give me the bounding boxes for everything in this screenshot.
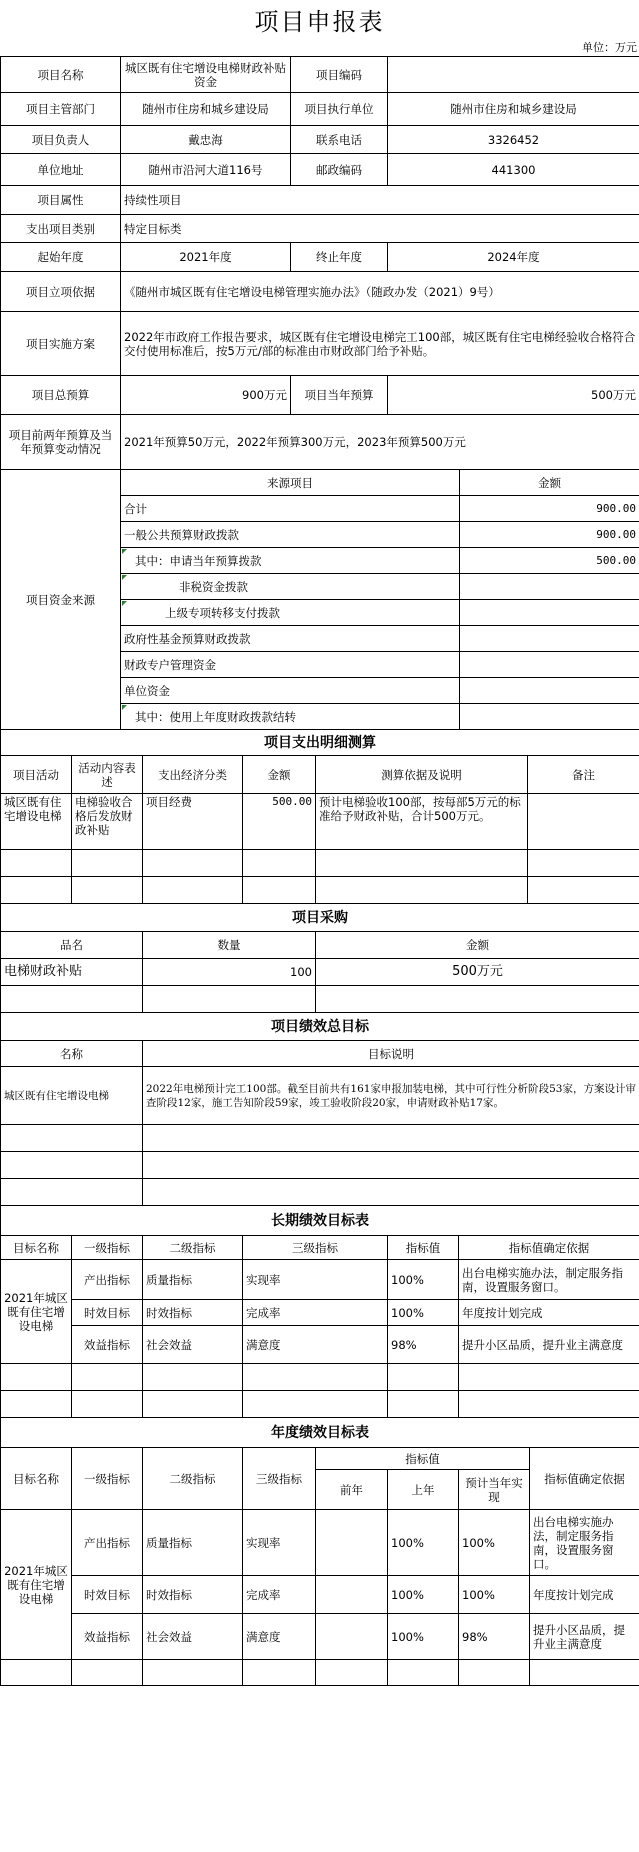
procurement-amount: 500万元 bbox=[316, 959, 639, 986]
detail-table bbox=[0, 729, 639, 904]
value-current-budget: 500万元 bbox=[388, 376, 639, 415]
value-project-name: 城区既有住宅增设电梯财政补贴资金 bbox=[121, 57, 291, 93]
funding-row-amount bbox=[460, 574, 639, 600]
label-project-code: 项目编码 bbox=[291, 57, 388, 93]
value-postcode: 441300 bbox=[388, 154, 639, 186]
longterm-basis: 出台电梯实施办法，制定服务指南，设置服务窗口。 bbox=[459, 1260, 639, 1300]
annual-header: 指标值确定依据 bbox=[530, 1448, 639, 1510]
annual-l3: 满意度 bbox=[243, 1614, 316, 1660]
funding-row-name: 其中：申请当年预算拨款 bbox=[121, 548, 460, 574]
funding-row-name: 单位资金 bbox=[121, 678, 460, 704]
funding-row-name: 政府性基金预算财政拨款 bbox=[121, 626, 460, 652]
value-end-year: 2024年度 bbox=[388, 243, 639, 272]
funding-row-amount bbox=[460, 626, 639, 652]
longterm-header: 指标值 bbox=[388, 1236, 459, 1260]
procurement-item: 电梯财政补贴 bbox=[1, 959, 143, 986]
longterm-l3: 满意度 bbox=[243, 1326, 388, 1364]
annual-y1 bbox=[316, 1614, 388, 1660]
annual-basis: 年度按计划完成 bbox=[530, 1576, 639, 1614]
label-phone: 联系电话 bbox=[291, 126, 388, 154]
value-dept: 随州市住房和城乡建设局 bbox=[121, 93, 291, 126]
page-title: 项目申报表 bbox=[254, 8, 385, 36]
annual-header: 二级指标 bbox=[143, 1448, 243, 1510]
longterm-header: 目标名称 bbox=[1, 1236, 72, 1260]
longterm-l3: 完成率 bbox=[243, 1300, 388, 1326]
annual-basis: 出台电梯实施办法，制定服务指南，设置服务窗口。 bbox=[530, 1510, 639, 1576]
funding-row-name: 财政专户管理资金 bbox=[121, 652, 460, 678]
label-plan: 项目实施方案 bbox=[1, 312, 121, 376]
value-exec: 随州市住房和城乡建设局 bbox=[388, 93, 639, 126]
longterm-l1: 效益指标 bbox=[72, 1326, 143, 1364]
longterm-l1: 时效目标 bbox=[72, 1300, 143, 1326]
longterm-header: 二级指标 bbox=[143, 1236, 243, 1260]
annual-y2: 100% bbox=[388, 1576, 459, 1614]
detail-header: 支出经济分类 bbox=[143, 756, 243, 794]
annual-basis: 提升小区品质，提升业主满意度 bbox=[530, 1614, 639, 1660]
annual-y1 bbox=[316, 1510, 388, 1576]
detail-section-title: 项目支出明细测算 bbox=[1, 730, 639, 756]
funding-row-amount bbox=[460, 652, 639, 678]
longterm-basis: 提升小区品质，提升业主满意度 bbox=[459, 1326, 639, 1364]
funding-row-name: 其中：使用上年度财政拨款结转 bbox=[121, 704, 460, 730]
label-prev-budget: 项目前两年预算及当年预算变动情况 bbox=[1, 415, 121, 470]
detail-header: 金额 bbox=[243, 756, 316, 794]
annual-header: 一级指标 bbox=[72, 1448, 143, 1510]
overall-target-table bbox=[0, 1012, 639, 1206]
value-start-year: 2021年度 bbox=[121, 243, 291, 272]
longterm-l2: 时效指标 bbox=[143, 1300, 243, 1326]
detail-header: 备注 bbox=[528, 756, 639, 794]
value-attr: 持续性项目 bbox=[121, 186, 639, 215]
detail-header: 测算依据及说明 bbox=[316, 756, 528, 794]
annual-subheader: 预计当年实现 bbox=[459, 1470, 530, 1510]
longterm-target-table bbox=[0, 1205, 639, 1418]
label-address: 单位地址 bbox=[1, 154, 121, 186]
funding-row-name: 一般公共预算财政拨款 bbox=[121, 522, 460, 548]
value-total-budget: 900万元 bbox=[121, 376, 291, 415]
value-prev-budget: 2021年预算50万元，2022年预算300万元，2023年预算500万元 bbox=[121, 415, 639, 470]
procurement-header: 数量 bbox=[143, 932, 316, 959]
overall-name: 城区既有住宅增设电梯 bbox=[1, 1067, 143, 1125]
procurement-table bbox=[0, 903, 639, 1013]
label-basis: 项目立项依据 bbox=[1, 272, 121, 312]
annual-y3: 100% bbox=[459, 1510, 530, 1576]
funding-row-amount bbox=[460, 678, 639, 704]
longterm-l2: 社会效益 bbox=[143, 1326, 243, 1364]
annual-l3: 实现率 bbox=[243, 1510, 316, 1576]
value-owner: 戴忠海 bbox=[121, 126, 291, 154]
basic-info-table bbox=[0, 56, 639, 470]
annual-l1: 时效目标 bbox=[72, 1576, 143, 1614]
procurement-qty: 100 bbox=[143, 959, 316, 986]
label-dept: 项目主管部门 bbox=[1, 93, 121, 126]
annual-header: 三级指标 bbox=[243, 1448, 316, 1510]
annual-y1 bbox=[316, 1576, 388, 1614]
longterm-value: 98% bbox=[388, 1326, 459, 1364]
longterm-value: 100% bbox=[388, 1260, 459, 1300]
annual-subheader: 上年 bbox=[388, 1470, 459, 1510]
annual-l2: 社会效益 bbox=[143, 1614, 243, 1660]
funding-header-amount: 金额 bbox=[460, 470, 639, 496]
label-project-name: 项目名称 bbox=[1, 57, 121, 93]
funding-table bbox=[0, 469, 639, 730]
value-phone: 3326452 bbox=[388, 126, 639, 154]
procurement-section-title: 项目采购 bbox=[1, 904, 639, 932]
funding-row-name: 上级专项转移支付拨款 bbox=[121, 600, 460, 626]
annual-l2: 时效指标 bbox=[143, 1576, 243, 1614]
longterm-header: 三级指标 bbox=[243, 1236, 388, 1260]
overall-header: 名称 bbox=[1, 1041, 143, 1067]
funding-header-source: 来源项目 bbox=[121, 470, 460, 496]
funding-row-amount: 900.00 bbox=[460, 522, 639, 548]
funding-row-amount bbox=[460, 600, 639, 626]
detail-amount: 500.00 bbox=[243, 794, 316, 850]
overall-section-title: 项目绩效总目标 bbox=[1, 1013, 639, 1041]
detail-econ: 项目经费 bbox=[143, 794, 243, 850]
value-basis: 《随州市城区既有住宅增设电梯管理实施办法》（随政办发（2021）9号） bbox=[121, 272, 639, 312]
overall-header: 目标说明 bbox=[143, 1041, 639, 1067]
funding-row-name: 合计 bbox=[121, 496, 460, 522]
value-address: 随州市沿河大道116号 bbox=[121, 154, 291, 186]
longterm-section-title: 长期绩效目标表 bbox=[1, 1206, 639, 1236]
longterm-l3: 实现率 bbox=[243, 1260, 388, 1300]
annual-subheader: 前年 bbox=[316, 1470, 388, 1510]
funding-row-name: 非税资金拨款 bbox=[121, 574, 460, 600]
label-postcode: 邮政编码 bbox=[291, 154, 388, 186]
annual-l3: 完成率 bbox=[243, 1576, 316, 1614]
detail-header: 项目活动 bbox=[1, 756, 72, 794]
procurement-header: 金额 bbox=[316, 932, 639, 959]
annual-l1: 产出指标 bbox=[72, 1510, 143, 1576]
detail-header: 活动内容表述 bbox=[72, 756, 143, 794]
label-current-budget: 项目当年预算 bbox=[291, 376, 388, 415]
longterm-target-name: 2021年城区既有住宅增设电梯 bbox=[1, 1260, 72, 1364]
annual-target-table bbox=[0, 1417, 639, 1686]
value-plan: 2022年市政府工作报告要求，城区既有住宅增设电梯完工100部，城区既有住宅电梯经验收合格符合交付使用标准后，按5万元/部的标准由市财政部门给予补贴。 bbox=[121, 312, 639, 376]
overall-desc: 2022年电梯预计完工100部。截至目前共有161家申报加装电梯，其中可行性分析阶段53家，方案设计审查阶段12家，施工告知阶段59家，竣工验收阶段20家，申请财政补贴17家。 bbox=[143, 1067, 639, 1125]
value-project-code bbox=[388, 57, 639, 93]
annual-y3: 98% bbox=[459, 1614, 530, 1660]
label-start-year: 起始年度 bbox=[1, 243, 121, 272]
longterm-header: 指标值确定依据 bbox=[459, 1236, 639, 1260]
annual-section-title: 年度绩效目标表 bbox=[1, 1418, 639, 1448]
annual-y3: 100% bbox=[459, 1576, 530, 1614]
longterm-value: 100% bbox=[388, 1300, 459, 1326]
procurement-header: 品名 bbox=[1, 932, 143, 959]
label-exec: 项目执行单位 bbox=[291, 93, 388, 126]
annual-y2: 100% bbox=[388, 1510, 459, 1576]
funding-row-amount bbox=[460, 704, 639, 730]
funding-row-amount: 500.00 bbox=[460, 548, 639, 574]
longterm-header: 一级指标 bbox=[72, 1236, 143, 1260]
unit-label: 单位：万元 bbox=[582, 41, 637, 54]
annual-l1: 效益指标 bbox=[72, 1614, 143, 1660]
label-owner: 项目负责人 bbox=[1, 126, 121, 154]
detail-basis: 预计电梯验收100部，按每部5万元的标准给予财政补贴，合计500万元。 bbox=[316, 794, 528, 850]
detail-activity: 城区既有住宅增设电梯 bbox=[1, 794, 72, 850]
annual-target-name: 2021年城区既有住宅增设电梯 bbox=[1, 1510, 72, 1660]
annual-y2: 100% bbox=[388, 1614, 459, 1660]
label-total-budget: 项目总预算 bbox=[1, 376, 121, 415]
label-end-year: 终止年度 bbox=[291, 243, 388, 272]
funding-label: 项目资金来源 bbox=[1, 470, 121, 730]
longterm-l1: 产出指标 bbox=[72, 1260, 143, 1300]
funding-row-amount: 900.00 bbox=[460, 496, 639, 522]
annual-l2: 质量指标 bbox=[143, 1510, 243, 1576]
annual-header: 目标名称 bbox=[1, 1448, 72, 1510]
detail-note bbox=[528, 794, 639, 850]
longterm-basis: 年度按计划完成 bbox=[459, 1300, 639, 1326]
label-attr: 项目属性 bbox=[1, 186, 121, 215]
label-category: 支出项目类别 bbox=[1, 215, 121, 243]
longterm-l2: 质量指标 bbox=[143, 1260, 243, 1300]
detail-content: 电梯验收合格后发放财政补贴 bbox=[72, 794, 143, 850]
value-category: 特定目标类 bbox=[121, 215, 639, 243]
annual-header: 指标值 bbox=[316, 1448, 530, 1470]
